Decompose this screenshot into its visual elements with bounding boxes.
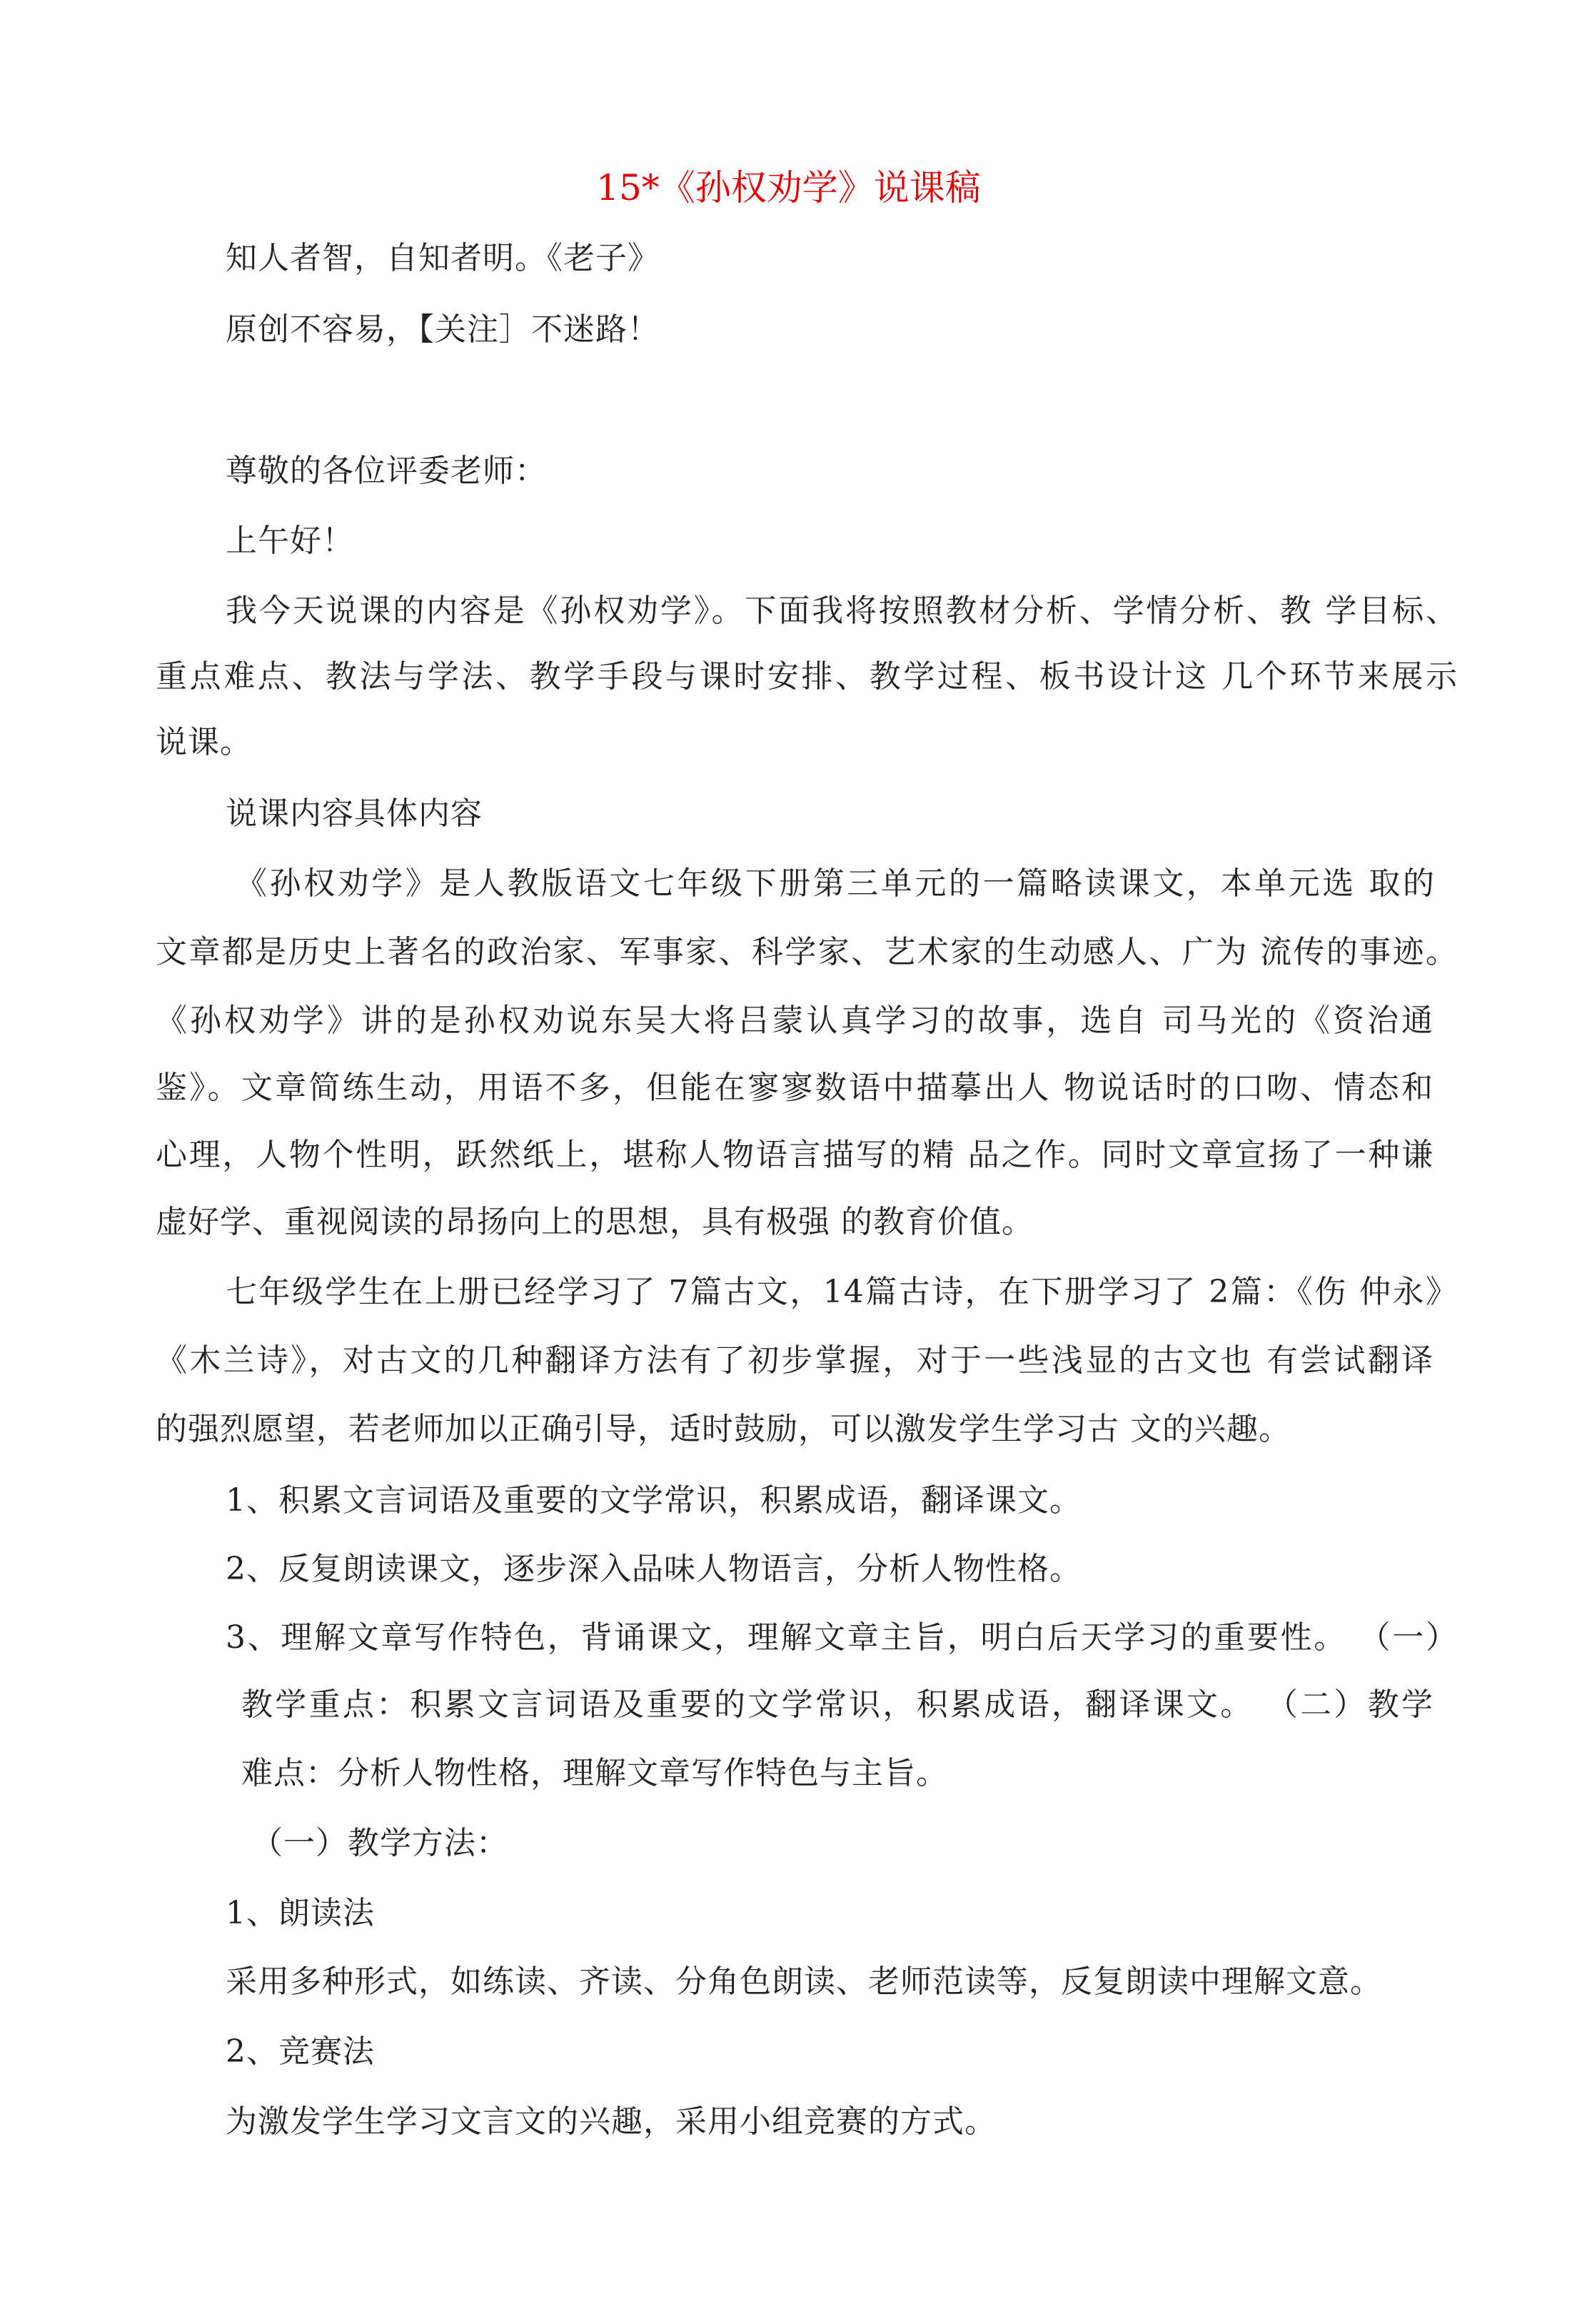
methods-heading: （一）教学方法：: [251, 1825, 508, 1861]
paragraph-line: 《孙权劝学》讲的是孙权劝说东吴大将吕蒙认真学习的故事，选自 司马光的《资治通: [156, 1002, 1434, 1039]
page-title: 15*《孙权劝学》说课稿: [596, 167, 981, 208]
paragraph-line: 《孙权劝学》是人教版语文七年级下册第三单元的一篇略读课文，本单元选 取的: [236, 865, 1435, 902]
salutation: 上午好！: [226, 523, 354, 559]
paragraph-line: 文章都是历史上著名的政治家、军事家、科学家、艺术家的生动感人、广为 流传的事迹。: [156, 934, 1458, 970]
paragraph-line: 心理，人物个性明，跃然纸上，堪称人物语言描写的精 品之作。同时文章宣扬了一种谦: [156, 1137, 1434, 1173]
paragraph-line: 鉴》。文章简练生动，用语不多，但能在寥寥数语中描摹出人 物说话时的口吻、情态和: [156, 1070, 1434, 1106]
method-title: 1、朗读法: [226, 1895, 375, 1931]
key-point-line: 难点：分析人物性格，理解文章写作特色与主旨。: [241, 1755, 948, 1791]
method-description: 为激发学生学习文言文的兴趣，采用小组竞赛的方式。: [226, 2103, 997, 2140]
goal-item: 2、反复朗读课文，逐步深入品味人物语言，分析人物性格。: [226, 1551, 1082, 1587]
notice-line: 原创不容易，【关注］不迷路！: [226, 311, 660, 348]
intro-line: 说课。: [156, 724, 252, 760]
key-point-line: 教学重点：积累文言词语及重要的文学常识，积累成语，翻译课文。 （二）教学: [241, 1686, 1434, 1723]
goal-item: 3、理解文章写作特色，背诵课文，理解文章主旨，明白后天学习的重要性。 （一）: [226, 1619, 1458, 1656]
quote-line: 知人者智，自知者明。《老子》: [226, 240, 660, 276]
paragraph-line: 虚好学、重视阅读的昂扬向上的思想，具有极强 的教育价值。: [156, 1204, 1034, 1240]
section-heading: 说课内容具体内容: [226, 795, 483, 832]
intro-line: 我今天说课的内容是《孙权劝学》。下面我将按照教材分析、学情分析、教 学目标、: [226, 593, 1458, 629]
method-description: 采用多种形式，如练读、齐读、分角色朗读、老师范读等，反复朗读中理解文意。: [226, 1963, 1382, 2000]
paragraph-line: 七年级学生在上册已经学习了 7篇古文，14篇古诗，在下册学习了 2篇：《伤 仲永》: [226, 1274, 1458, 1310]
greeting: 尊敬的各位评委老师：: [226, 453, 547, 489]
method-title: 2、竞赛法: [226, 2033, 375, 2070]
goal-item: 1、积累文言词语及重要的文学常识，积累成语，翻译课文。: [226, 1482, 1082, 1519]
paragraph-line: 《木兰诗》，对古文的几种翻译方法有了初步掌握，对于一些浅显的古文也 有尝试翻译: [156, 1342, 1434, 1379]
intro-line: 重点难点、教法与学法、教学手段与课时安排、教学过程、板书设计这 几个环节来展示: [156, 658, 1458, 695]
paragraph-line: 的强烈愿望，若老师加以正确引导，适时鼓励，可以激发学生学习古 文的兴趣。: [156, 1411, 1291, 1447]
